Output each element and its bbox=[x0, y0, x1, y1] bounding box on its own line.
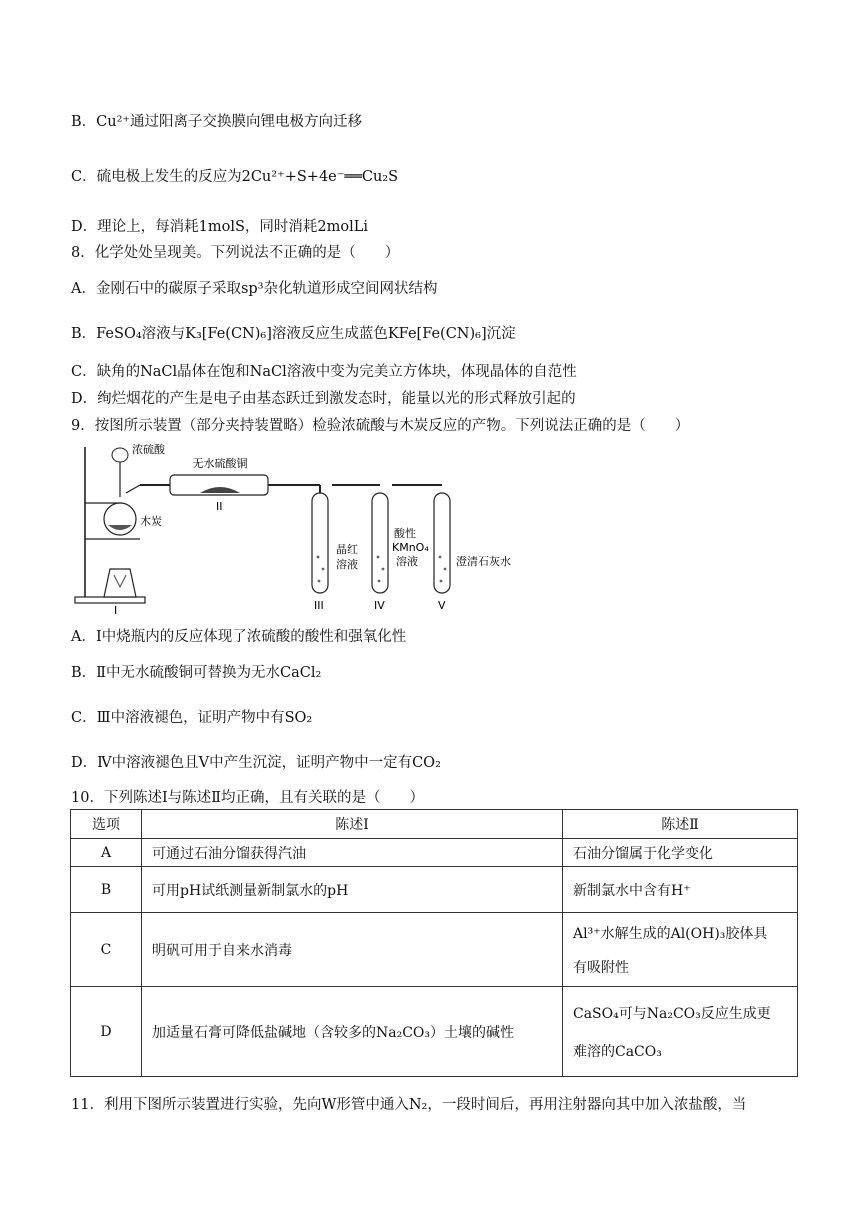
q8-option-b: B．FeSO₄溶液与K₃[Fe(CN)₆]溶液反应生成蓝色KFe[Fe(CN)₆]沉淀 bbox=[71, 326, 516, 342]
label-acid: 浓硫酸 bbox=[132, 443, 165, 456]
label-limewater: 澄清石灰水 bbox=[456, 555, 511, 568]
row-statement-1: 明矾可用于自来水消毒 bbox=[142, 913, 563, 987]
label-v: V bbox=[438, 599, 446, 612]
apparatus-diagram bbox=[70, 437, 530, 615]
q9-option-b: B．Ⅱ中无水硫酸铜可替换为无水CaCl₂ bbox=[71, 665, 322, 681]
label-iv: IV bbox=[374, 599, 385, 612]
q10-stem: 10．下列陈述Ⅰ与陈述Ⅱ均正确，且有关联的是（ ） bbox=[71, 790, 425, 806]
row-statement-1: 可通过石油分馏获得汽油 bbox=[142, 839, 563, 867]
q8-option-c: C．缺角的NaCl晶体在饱和NaCl溶液中变为完美立方体块，体现晶体的自范性 bbox=[71, 364, 577, 380]
q7-option-c: C．硫电极上发生的反应为2Cu²⁺+S+4e⁻══Cu₂S bbox=[71, 169, 399, 185]
row-statement-2: 石油分馏属于化学变化 bbox=[563, 839, 798, 867]
q8-option-d: D．绚烂烟花的产生是电子由基态跃迁到激发态时，能量以光的形式释放引起的 bbox=[71, 391, 576, 407]
header-statement-2: 陈述Ⅱ bbox=[563, 810, 798, 839]
header-option: 选项 bbox=[71, 810, 142, 839]
row-statement-1: 加适量石膏可降低盐碱地（含较多的Na₂CO₃）土壤的碱性 bbox=[142, 987, 563, 1077]
row-statement-2-line-2: 难溶的CaCO₃ bbox=[573, 1043, 662, 1060]
label-carbon: 木炭 bbox=[140, 515, 162, 528]
row-statement-2-line-1: CaSO₄可与Na₂CO₃反应生成更 bbox=[573, 1005, 771, 1022]
table-row bbox=[71, 913, 798, 987]
label-pinhong-2: 溶液 bbox=[336, 558, 358, 571]
label-i: I bbox=[114, 604, 118, 615]
table-row bbox=[71, 839, 798, 867]
q11-stem: 11．利用下图所示装置进行实验，先向W形管中通入N₂，一段时间后，再用注射器向其中加入浓盐酸，当 bbox=[71, 1097, 747, 1113]
label-kmno4-solution: 溶液 bbox=[396, 555, 418, 568]
q7-option-b: B．Cu²⁺通过阳离子交换膜向锂电极方向迁移 bbox=[71, 114, 363, 130]
label-kmno4: KMnO₄ bbox=[392, 541, 429, 554]
label-pinhong: 晶红 bbox=[336, 543, 358, 556]
q9-option-a: A．Ⅰ中烧瓶内的反应体现了浓硫酸的酸性和强氧化性 bbox=[71, 629, 407, 645]
row-statement-2-line-2: 有吸附性 bbox=[573, 959, 629, 976]
table-row bbox=[71, 987, 798, 1077]
row-statement-2 bbox=[563, 987, 798, 1077]
q7-option-d: D．理论上，每消耗1molS，同时消耗2molLi bbox=[71, 219, 369, 235]
label-iii: III bbox=[314, 599, 324, 612]
row-statement-2-line-1: Al³⁺水解生成的Al(OH)₃胶体具 bbox=[573, 925, 768, 942]
q9-stem: 9．按图所示装置（部分夹持装置略）检验浓硫酸与木炭反应的产物。下列说法正确的是（ ） bbox=[71, 418, 690, 434]
header-statement-1: 陈述Ⅰ bbox=[142, 810, 563, 839]
row-option: A bbox=[71, 839, 142, 867]
label-cuso4: 无水硫酸铜 bbox=[192, 457, 248, 470]
label-ii: II bbox=[216, 500, 223, 513]
label-acidic: 酸性 bbox=[394, 527, 416, 540]
row-statement-2: 新制氯水中含有H⁺ bbox=[563, 867, 798, 913]
row-statement-1: 可用pH试纸测量新制氯水的pH bbox=[142, 867, 563, 913]
row-option: C bbox=[71, 913, 142, 987]
q9-option-c: C．Ⅲ中溶液褪色，证明产物中有SO₂ bbox=[71, 710, 313, 726]
row-option: D bbox=[71, 987, 142, 1077]
q10-table bbox=[70, 809, 798, 1077]
q9-option-d: D．Ⅳ中溶液褪色且Ⅴ中产生沉淀，证明产物中一定有CO₂ bbox=[71, 755, 441, 771]
row-statement-2 bbox=[563, 913, 798, 987]
q8-stem: 8．化学处处呈现美。下列说法不正确的是（ ） bbox=[71, 245, 400, 261]
q8-option-a: A．金刚石中的碳原子采取sp³杂化轨道形成空间网状结构 bbox=[71, 281, 438, 297]
table-row bbox=[71, 867, 798, 913]
row-option: B bbox=[71, 867, 142, 913]
table-header-row bbox=[71, 810, 798, 839]
